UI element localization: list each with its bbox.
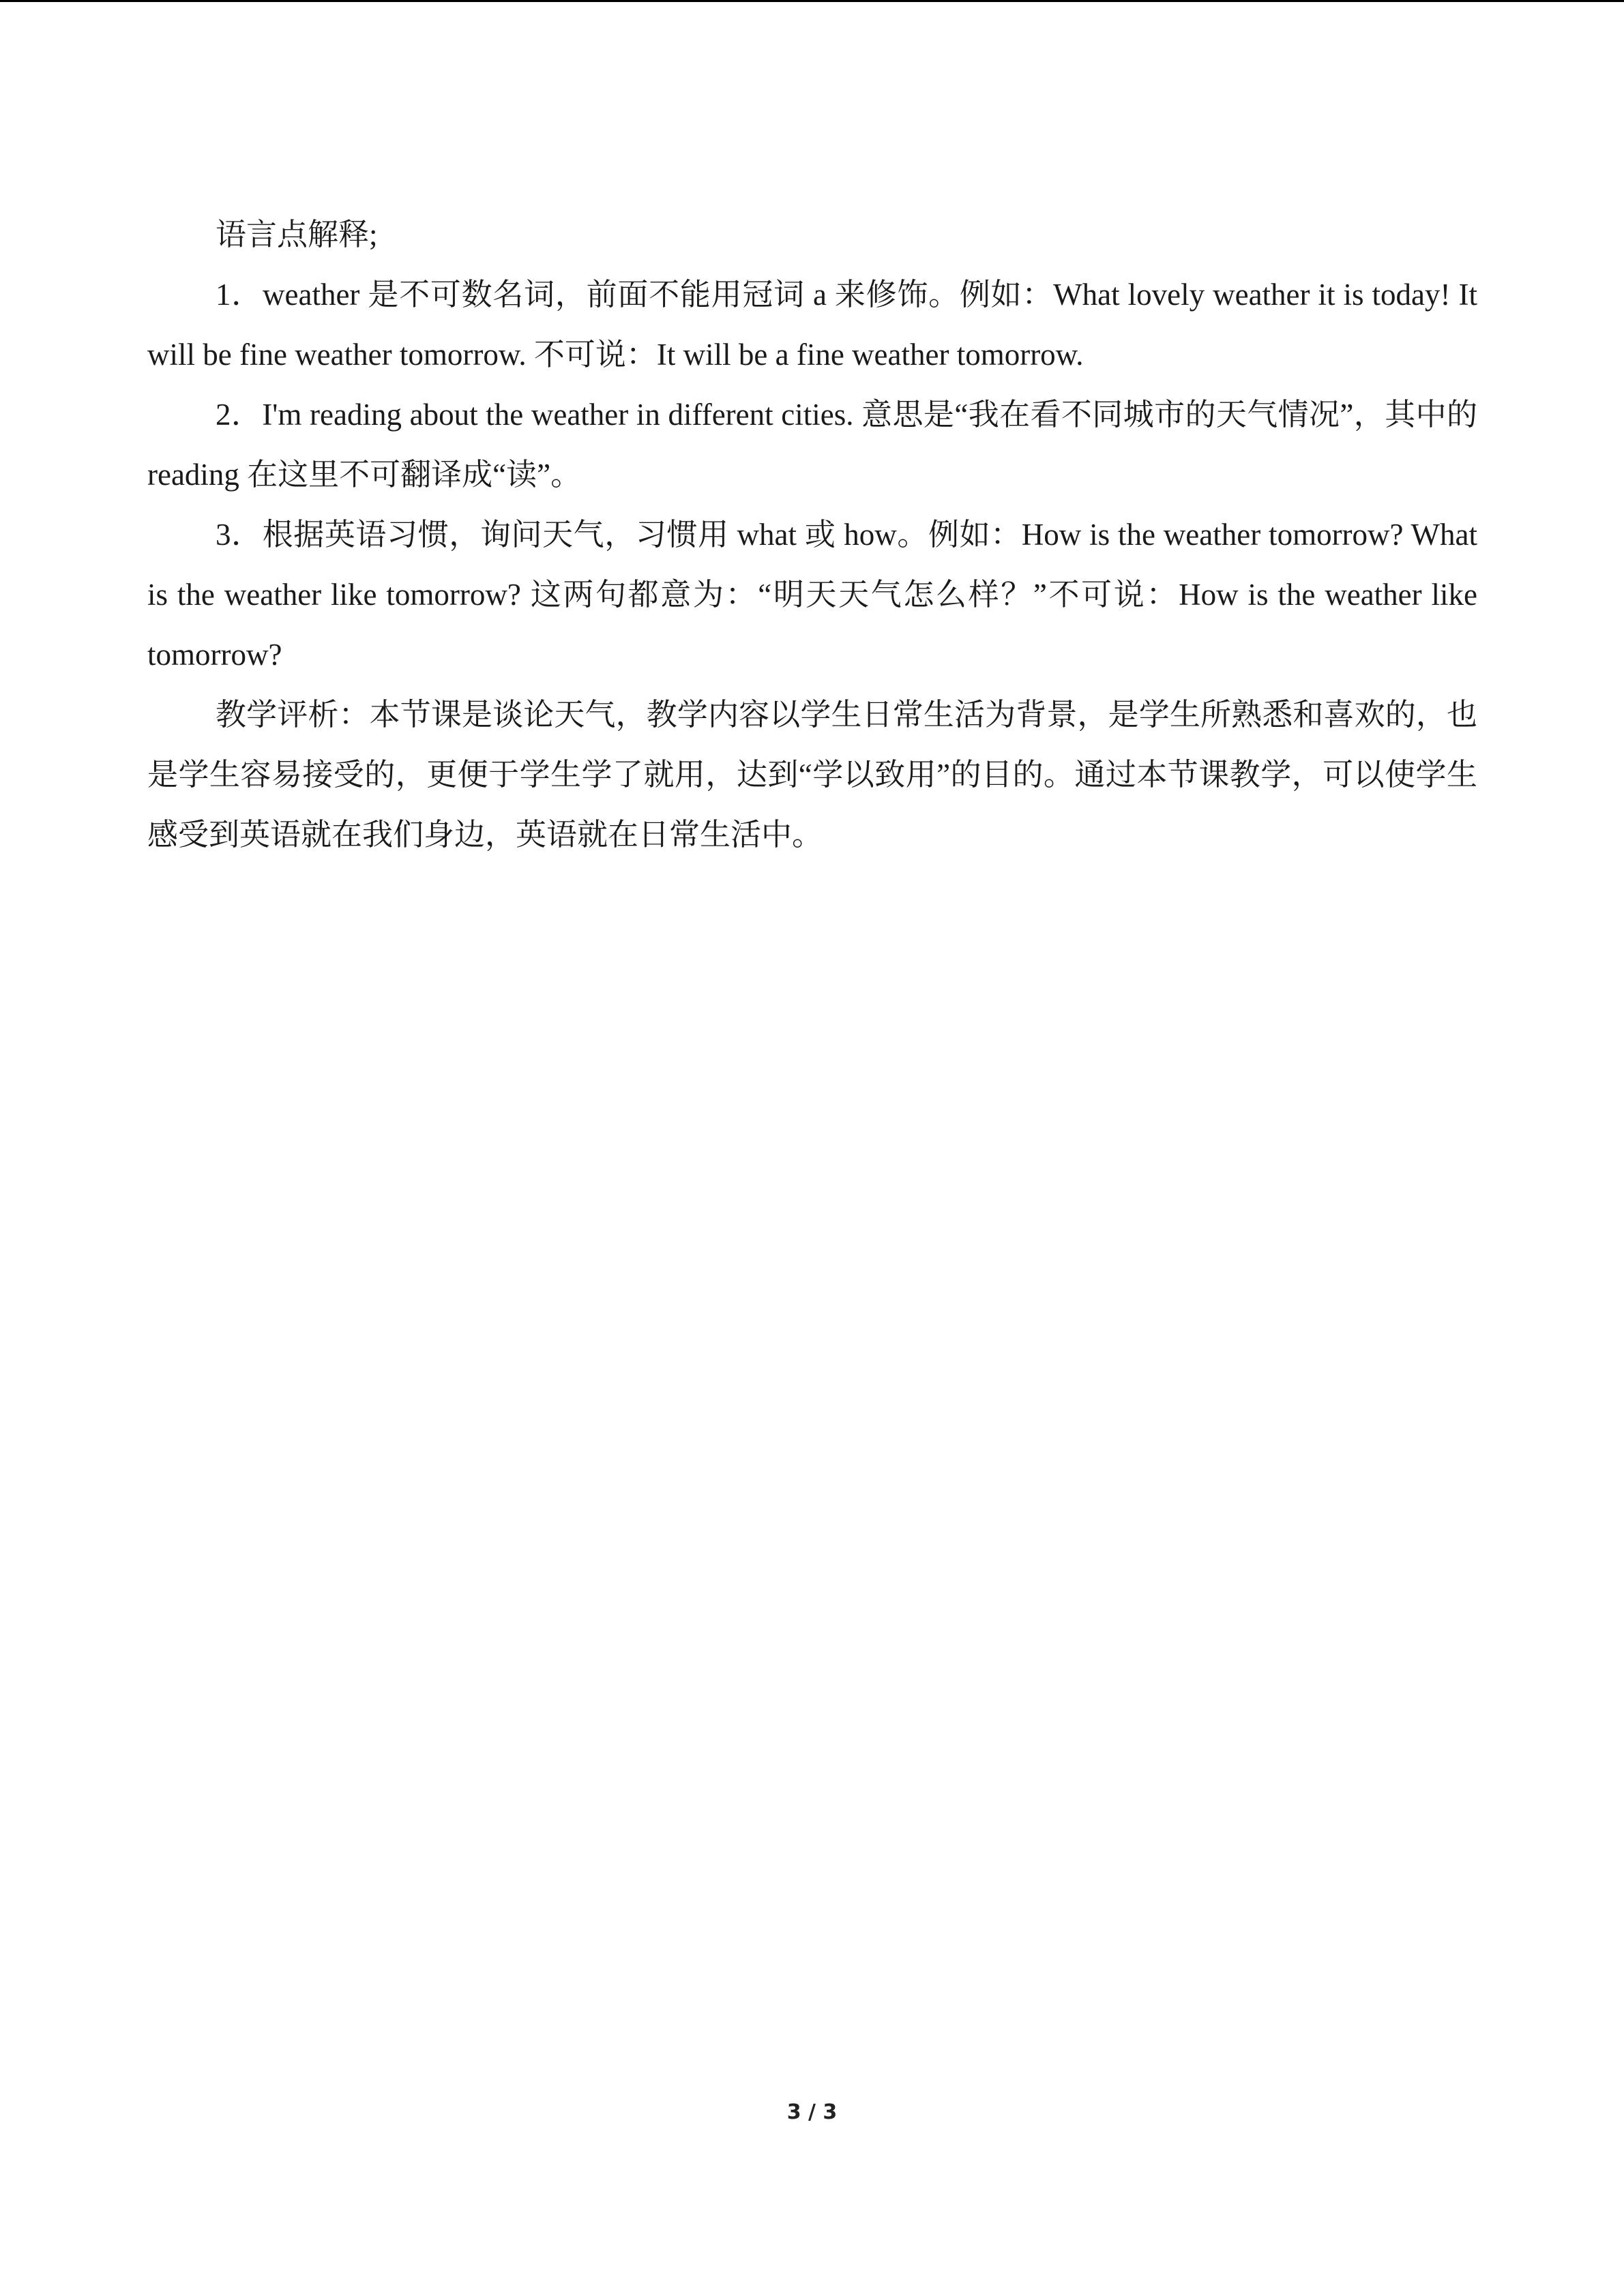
paragraph-point-1: 1．weather 是不可数名词，前面不能用冠词 a 来修饰。例如：What lovely weather it is today! It will be fine weather tomorrow. 不可说：It will be a fine weather tomorrow. [147, 278, 1477, 372]
paragraph-point-3: 3．根据英语习惯，询问天气，习惯用 what 或 how。例如：How is the weather tomorrow? What is the weather like tomorrow? 这两句都意为：“明天天气怎么样？”不可说：How is the weather like tomorrow? [147, 518, 1477, 672]
paragraph-teaching-review: 教学评析：本节课是谈论天气，教学内容以学生日常生活为背景，是学生所熟悉和喜欢的，也是学生容易接受的，更便于学生学了就用，达到“学以致用”的目的。通过本节课教学，可以使学生感受到英语就在我们身边，英语就在日常生活中。 [147, 698, 1477, 852]
top-border-line [0, 0, 1624, 2]
paragraph-point-2: 2．I'm reading about the weather in different cities. 意思是“我在看不同城市的天气情况”，其中的 reading 在这里不可翻译成“读”。 [147, 398, 1477, 492]
section-heading: 语言点解释; [216, 218, 378, 252]
document-body [147, 205, 1477, 865]
page-number: 3 / 3 [786, 2100, 838, 2124]
